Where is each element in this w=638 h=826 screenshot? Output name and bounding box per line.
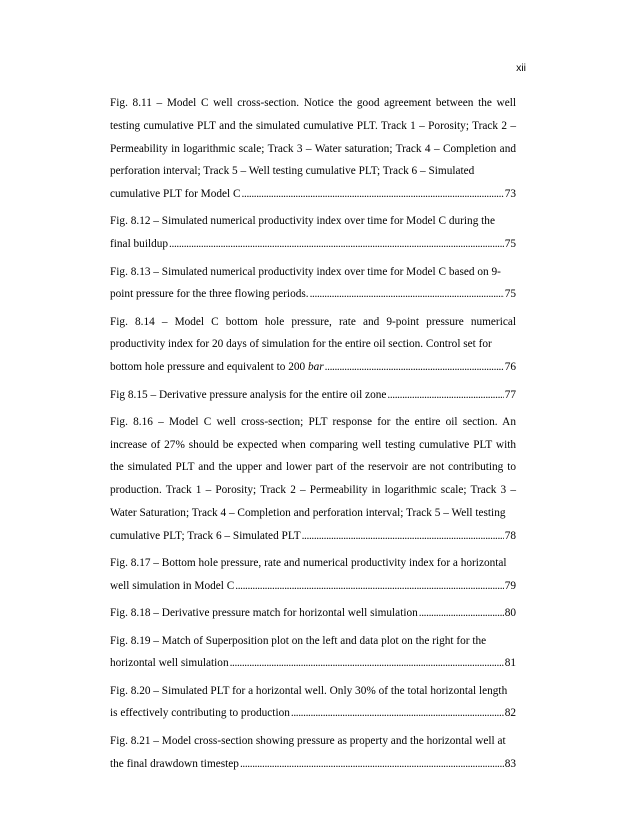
entry-page-number: 80 — [504, 607, 516, 620]
entry-caption-end: point pressure for the three flowing periods. — [110, 288, 309, 301]
figure-entry-8-16[interactable] — [110, 411, 516, 548]
entry-page-number: 79 — [504, 579, 516, 592]
figure-entry-8-20[interactable] — [110, 680, 516, 726]
dot-leader — [240, 753, 504, 776]
entry-page-number: 75 — [504, 238, 516, 251]
entry-caption-end: Fig 8.15 – Derivative pressure analysis for the entire oil zone — [110, 388, 387, 401]
entry-page-number: 75 — [504, 288, 516, 301]
dot-leader — [235, 575, 503, 598]
figure-entry-8-19[interactable] — [110, 630, 516, 676]
entry-caption-end: well simulation in Model C — [110, 579, 235, 592]
entry-caption-end: cumulative PLT for Model C — [110, 188, 241, 201]
entry-caption: Fig. 8.12 – Simulated numerical productivity index over time for Model C during the — [110, 215, 495, 228]
unit-italic: bar — [307, 361, 324, 374]
page-number: xii — [516, 62, 526, 74]
dot-leader — [325, 356, 504, 379]
entry-caption: Fig. 8.19 – Match of Superposition plot on the left and data plot on the right for the — [110, 634, 487, 647]
entry-page-number: 83 — [504, 757, 516, 770]
entry-caption-end: the final drawdown timestep — [110, 757, 239, 770]
entry-page-number: 76 — [504, 361, 516, 374]
entry-caption-end: is effectively contributing to production — [110, 707, 290, 720]
entry-caption: Fig. 8.21 – Model cross-section showing pressure as property and the horizontal well at — [110, 734, 506, 747]
list-of-figures — [110, 92, 516, 780]
entry-caption: Fig. 8.16 – Model C well cross-section; PLT response for the entire oil section. An increase of 27% should be expected when comparing well testing cumulative PLT with the simulated PLT and the upper and lower part of the reservoir are not contributing to production. Track 1 – Porosity; Track 2 – Permeability in logarithmic scale; Track 3 – Water Saturation; Track 4 – Completion and perforation interval; Track 5 – Well testing — [110, 415, 516, 520]
entry-caption-end: final buildup — [110, 238, 169, 251]
entry-page-number: 78 — [504, 529, 516, 542]
dot-leader — [419, 602, 504, 625]
dot-leader — [302, 525, 504, 548]
entry-caption-end: horizontal well simulation — [110, 657, 229, 670]
dot-leader — [242, 183, 504, 206]
figure-entry-8-14[interactable] — [110, 311, 516, 379]
entry-caption-end: bottom hole pressure and equivalent to 200 bar — [110, 361, 324, 374]
figure-entry-8-15[interactable] — [110, 384, 516, 407]
dot-leader — [230, 652, 504, 675]
figure-entry-8-17[interactable] — [110, 552, 516, 598]
entry-page-number: 81 — [504, 657, 516, 670]
entry-page-number: 82 — [504, 707, 516, 720]
entry-caption-end: Fig. 8.18 – Derivative pressure match for horizontal well simulation — [110, 607, 418, 620]
entry-caption: Fig. 8.11 – Model C well cross-section. Notice the good agreement between the well testing cumulative PLT and the simulated cumulative PLT. Track 1 – Porosity; Track 2 – Permeability in logarithmic scale; Track 3 – Water saturation; Track 4 – Completion and perforation interval; Track 5 – Well testing cumulative PLT; Track 6 – Simulated — [110, 97, 516, 178]
entry-caption: Fig. 8.13 – Simulated numerical productivity index over time for Model C based on 9- — [110, 265, 501, 278]
entry-caption-end: cumulative PLT; Track 6 – Simulated PLT — [110, 529, 301, 542]
dot-leader — [291, 702, 504, 725]
entry-caption: Fig. 8.20 – Simulated PLT for a horizontal well. Only 30% of the total horizontal length — [110, 684, 508, 697]
entry-page-number: 77 — [504, 388, 516, 401]
figure-entry-8-12[interactable] — [110, 210, 516, 256]
dot-leader — [169, 233, 504, 256]
figure-entry-8-18[interactable] — [110, 602, 516, 625]
entry-page-number: 73 — [504, 188, 516, 201]
dot-leader — [387, 384, 503, 407]
figure-entry-8-21[interactable] — [110, 730, 516, 776]
dot-leader — [310, 283, 504, 306]
figure-entry-8-13[interactable] — [110, 261, 516, 307]
entry-caption: Fig. 8.14 – Model C bottom hole pressure, rate and 9-point pressure numerical productivity index for 20 days of simulation for the entire oil section. Control set for — [110, 315, 516, 351]
entry-caption: Fig. 8.17 – Bottom hole pressure, rate and numerical productivity index for a horizontal — [110, 557, 507, 570]
figure-entry-8-11[interactable] — [110, 92, 516, 206]
